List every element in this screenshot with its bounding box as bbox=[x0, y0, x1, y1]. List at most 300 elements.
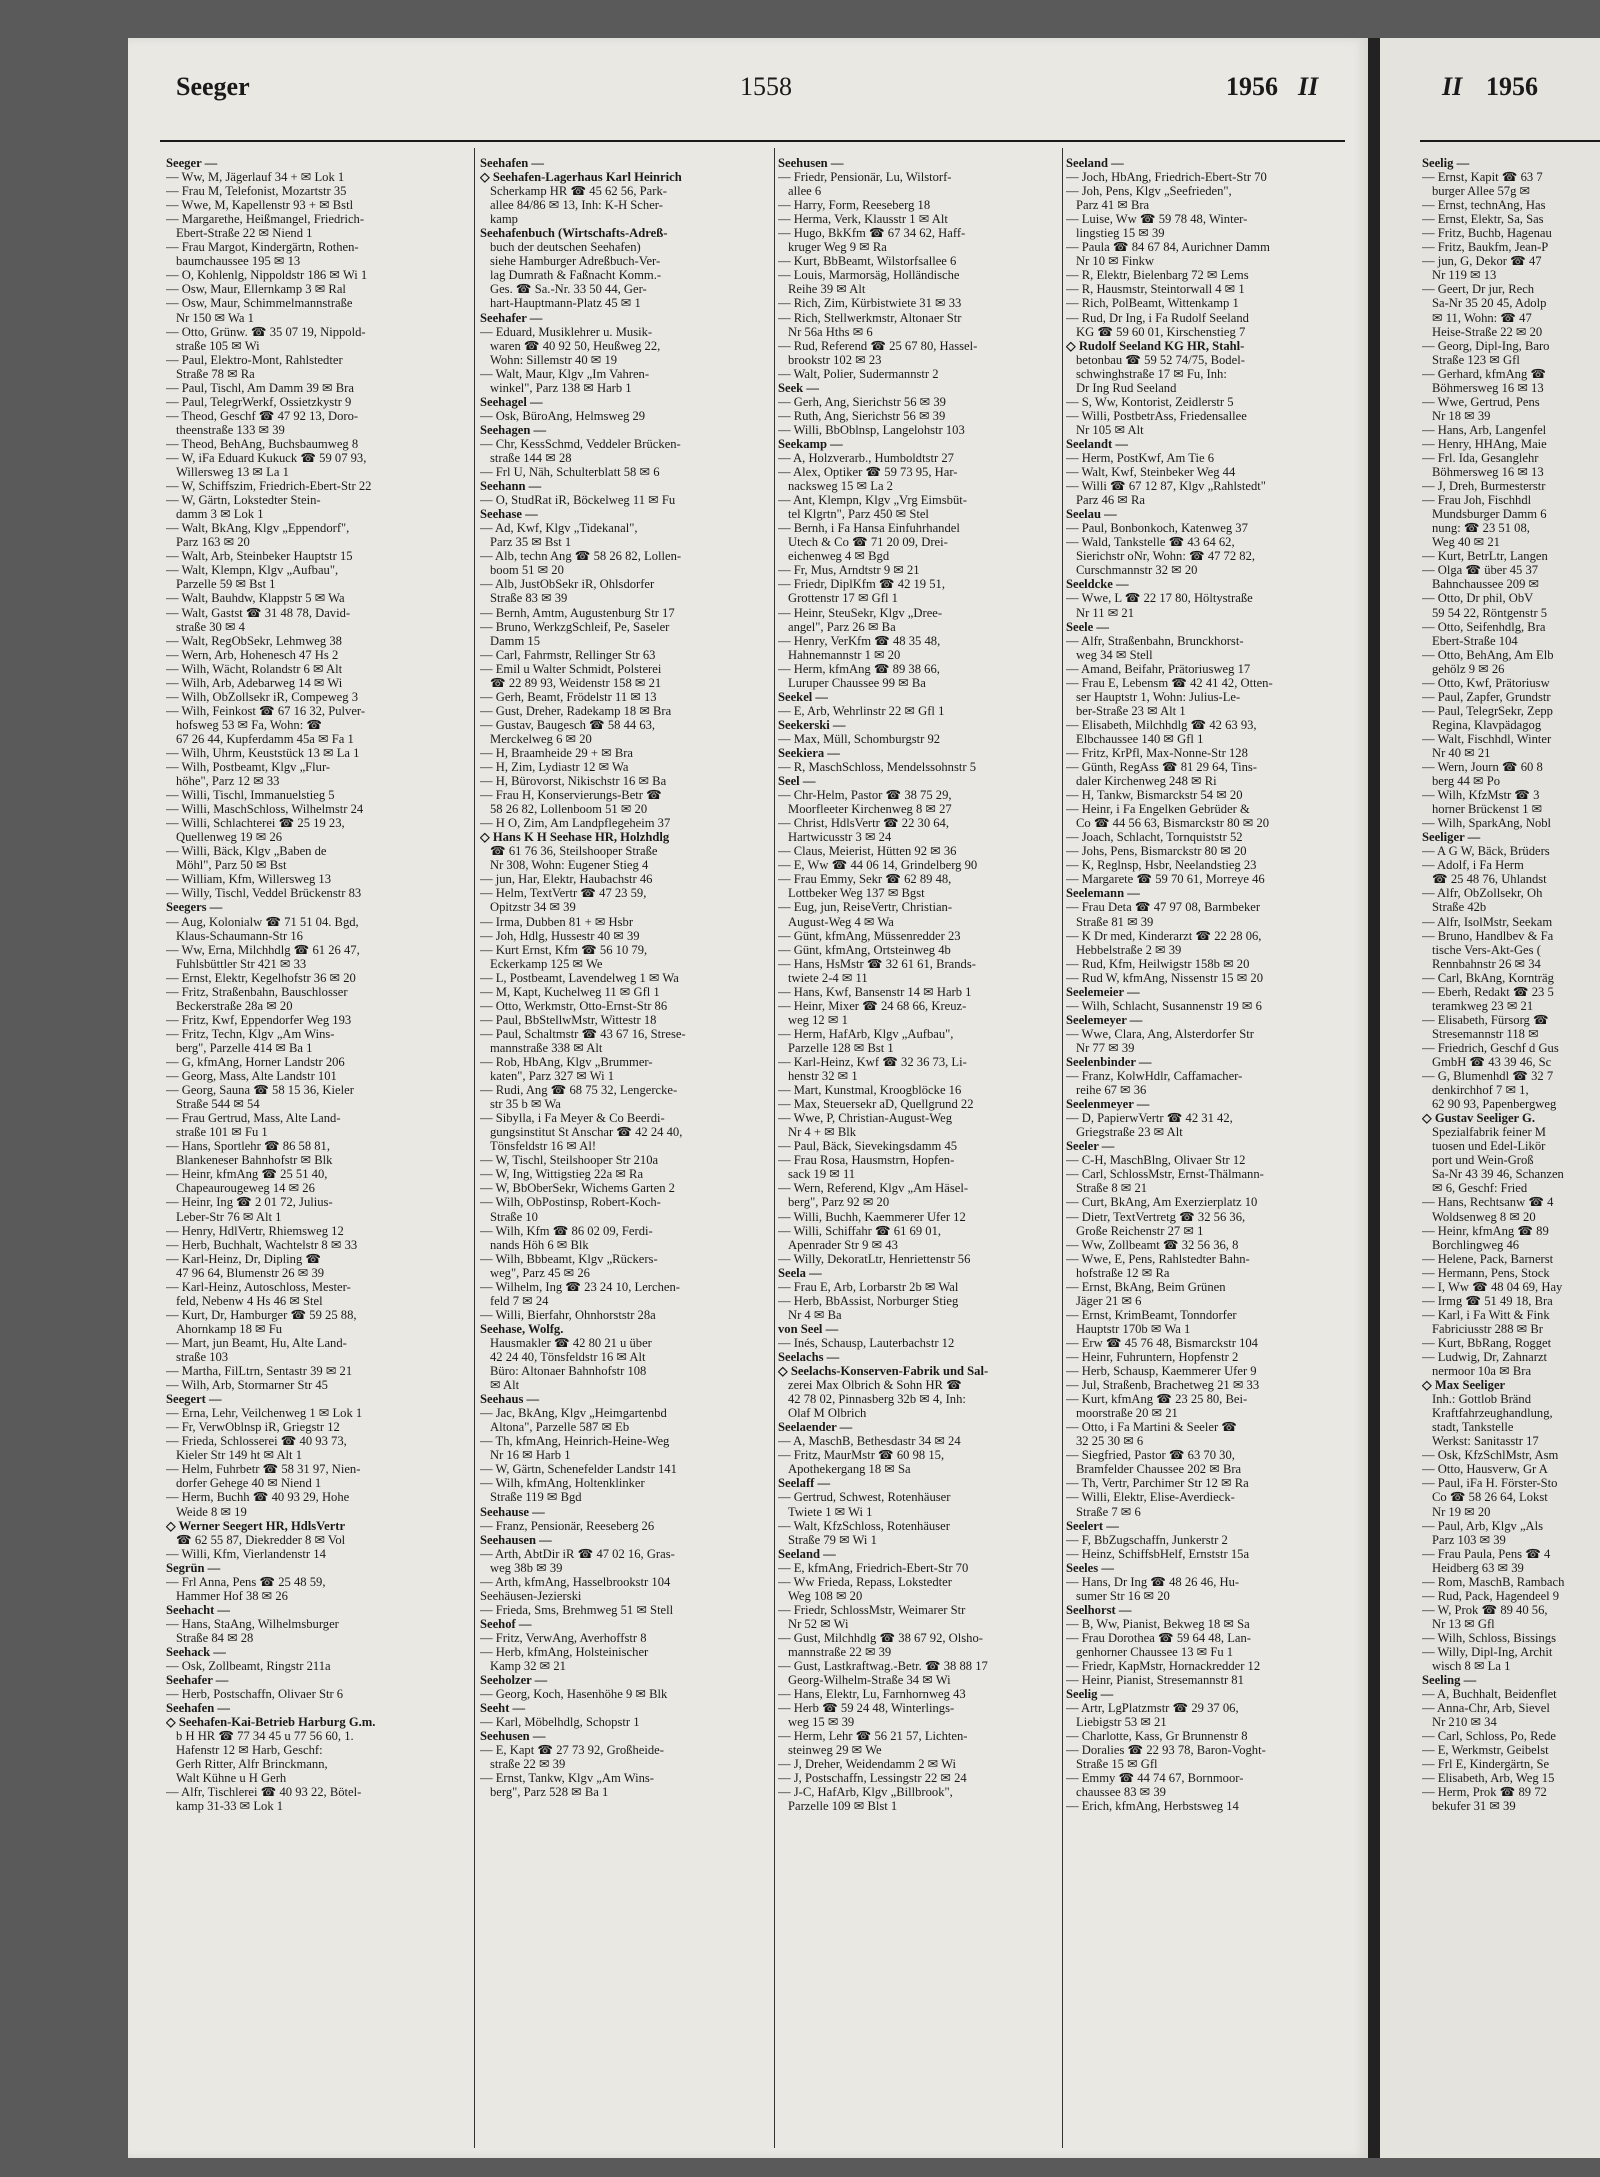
directory-entry-line: feld, Nebenw 4 Hs 46 ✉ Stel bbox=[176, 1293, 323, 1308]
directory-entry-line: Nr 56a Hths ✉ 6 bbox=[788, 324, 873, 339]
directory-entry-line: Altona", Parzelle 587 ✉ Eb bbox=[490, 1420, 630, 1435]
directory-entry-line: Borchlingweg 46 bbox=[1432, 1237, 1520, 1252]
directory-entry-line: ✉ 6, Geschf: Fried bbox=[1432, 1181, 1528, 1196]
directory-entry-line: — Ww, Zollbeamt ☎ 32 56 36, 8 bbox=[1066, 1237, 1239, 1252]
directory-entry-line: Straße 544 ✉ 54 bbox=[176, 1097, 260, 1112]
directory-entry-line: hofstraße 12 ✉ Ra bbox=[1076, 1265, 1170, 1280]
directory-entry-line: Kraftfahrzeughandlung, bbox=[1432, 1406, 1553, 1421]
directory-entry-line: — Paul, iFa H. Förster-Sto bbox=[1422, 1476, 1558, 1491]
directory-entry-line: — Gust, Dreher, Radekamp 18 ✉ Bra bbox=[480, 703, 672, 718]
directory-entry-line: — Frieda, Schlosserei ☎ 40 93 73, bbox=[166, 1434, 347, 1449]
directory-entry-line: 62 90 93, Papenbergweg bbox=[1432, 1097, 1557, 1112]
directory-entry-line: Klaus-Schaumann-Str 16 bbox=[176, 928, 303, 943]
directory-entry-line: — Helene, Pack, Barnerst bbox=[1422, 1251, 1554, 1266]
directory-entry-line: — Walt, BkAng, Klgv „Eppendorf", bbox=[166, 521, 350, 536]
directory-column-4 bbox=[1066, 156, 1346, 2146]
directory-entry-line: ◇ Seelachs-Konserven-Fabrik und Sal- bbox=[778, 1364, 989, 1379]
directory-entry-line: — Osk, BüroAng, Helmsweg 29 bbox=[480, 408, 646, 423]
directory-entry-line: — Rom, MaschB, Rambach bbox=[1422, 1574, 1565, 1589]
directory-entry-line: — Theod, Geschf ☎ 47 92 13, Doro- bbox=[166, 408, 359, 423]
directory-entry-line: — Otto, Seifenhdlg, Bra bbox=[1422, 619, 1546, 634]
directory-entry-line: waren ☎ 40 92 50, Heußweg 22, bbox=[490, 338, 661, 353]
directory-entry-line: — A G W, Bäck, Brüders bbox=[1422, 844, 1550, 859]
directory-entry-line: Seegert — bbox=[166, 1392, 222, 1407]
directory-entry-line: Seeland — bbox=[778, 1546, 836, 1561]
directory-entry-line: — L, Postbeamt, Lavendelweg 1 ✉ Wa bbox=[480, 970, 679, 985]
directory-entry-line: — Margarete ☎ 59 70 61, Morreye 46 bbox=[1066, 872, 1265, 887]
directory-entry-line: Hebbelstraße 2 ✉ 39 bbox=[1076, 942, 1182, 957]
directory-entry-line: — Otto, Werkmstr, Otto-Ernst-Str 86 bbox=[480, 998, 668, 1013]
directory-entry-line: — Louis, Marmorsäg, Holländische bbox=[778, 268, 960, 283]
directory-entry-line: — Frau Joh, Fischhdl bbox=[1422, 493, 1532, 508]
directory-entry-line: Eckerkamp 125 ✉ We bbox=[490, 956, 603, 971]
directory-entry-line: Rennbahnstr 26 ✉ 34 bbox=[1432, 956, 1541, 971]
directory-entry-line: — Herb, kfmAng, Holsteinischer bbox=[480, 1644, 649, 1659]
directory-entry-line: — Chr, KessSchmd, Veddeler Brücken- bbox=[480, 436, 681, 451]
directory-entry-line: — J, Postschaffn, Lessingstr 22 ✉ 24 bbox=[778, 1771, 967, 1786]
directory-entry-line: lag Dumrath & Faßnacht Komm.- bbox=[490, 268, 662, 283]
directory-entry-line: Seekerski — bbox=[778, 717, 846, 732]
directory-entry-line: GmbH ☎ 43 39 46, Sc bbox=[1432, 1055, 1552, 1069]
directory-entry-line: — Rud W, kfmAng, Nissenstr 15 ✉ 20 bbox=[1066, 970, 1264, 985]
directory-entry-line: — Th, Vertr, Parchimer Str 12 ✉ Ra bbox=[1066, 1476, 1249, 1491]
directory-entry-line: — K, Reglnsp, Hsbr, Neelandstieg 23 bbox=[1066, 858, 1257, 873]
directory-entry-line: — Olga ☎ über 45 37 bbox=[1422, 563, 1539, 578]
directory-entry-line: — Wwe, Clara, Ang, Alsterdorfer Str bbox=[1066, 1026, 1254, 1041]
directory-entry-line: stadt, Tankstelle bbox=[1432, 1420, 1514, 1435]
directory-entry-line: Nr 52 ✉ Wi bbox=[788, 1616, 849, 1631]
directory-entry-line: Spezialfabrik feiner M bbox=[1432, 1125, 1546, 1140]
directory-entry-line: — Elisabeth, Milchhdlg ☎ 42 63 93, bbox=[1066, 717, 1257, 732]
directory-entry-line: Seehacht — bbox=[166, 1602, 231, 1617]
directory-entry-line: — Kurt, BetrLtr, Langen bbox=[1422, 549, 1548, 564]
directory-entry-line: Seela — bbox=[778, 1265, 822, 1280]
directory-entry-line: straße 105 ✉ Wi bbox=[176, 338, 260, 353]
directory-entry-line: — Friedr, DiplKfm ☎ 42 19 51, bbox=[778, 577, 945, 592]
directory-entry-line: — Ludwig, Dr, Zahnarzt bbox=[1422, 1349, 1548, 1364]
directory-entry-line: — D, PapierwVertr ☎ 42 31 42, bbox=[1066, 1111, 1233, 1126]
directory-entry-line: Seelert — bbox=[1066, 1518, 1119, 1533]
directory-entry-line: ◇ Werner Seegert HR, HdlsVertr bbox=[166, 1518, 346, 1533]
directory-entry-line: — Carl, BkAng, Kornträg bbox=[1422, 970, 1554, 985]
directory-entry-line: Seehase, Wolfg. bbox=[480, 1321, 564, 1336]
directory-entry-line: boom 51 ✉ 20 bbox=[490, 563, 564, 578]
directory-entry-line: — Heinr, kfmAng ☎ 89 bbox=[1422, 1223, 1549, 1238]
directory-entry-line: — Willi, BbOblnsp, Langelohstr 103 bbox=[778, 422, 965, 437]
directory-entry-line: — E, Arb, Wehrlinstr 22 ✉ Gfl 1 bbox=[778, 703, 945, 718]
directory-entry-line: Seekiera — bbox=[778, 745, 840, 760]
directory-entry-line: theenstraße 133 ✉ 39 bbox=[176, 422, 285, 437]
directory-entry-line: — W, iFa Eduard Kukuck ☎ 59 07 93, bbox=[166, 450, 367, 465]
directory-entry-line: — Paul, Elektro-Mont, Rahlstedter bbox=[166, 352, 343, 367]
directory-entry-line: — Alb, techn Ang ☎ 58 26 82, Lollen- bbox=[480, 549, 682, 564]
directory-entry-line: — Walt, Kwf, Steinbeker Weg 44 bbox=[1066, 465, 1236, 480]
directory-entry-line: — Hans, Arb, Langenfel bbox=[1422, 422, 1547, 437]
directory-entry-line: — Otto, Grünw. ☎ 35 07 19, Nippold- bbox=[166, 324, 366, 339]
directory-entry-line: ◇ Hans K H Seehase HR, Holzhdlg bbox=[480, 830, 670, 845]
directory-entry-line: — Gerh, Ang, Sierichstr 56 ✉ 39 bbox=[778, 394, 946, 409]
directory-entry-line: Walt Kühne u H Gerh bbox=[176, 1771, 287, 1786]
directory-entry-line: Dr Ing Rud Seeland bbox=[1076, 380, 1177, 395]
directory-entry-line: — Henry, HdlVertr, Rhiemsweg 12 bbox=[166, 1223, 344, 1238]
directory-entry-line: — Gust, Milchhdlg ☎ 38 67 92, Olsho- bbox=[778, 1630, 983, 1645]
directory-entry-line: — H, Tankw, Bismarckstr 54 ✉ 20 bbox=[1066, 788, 1243, 803]
directory-entry-line: mannstraße 22 ✉ 39 bbox=[788, 1644, 892, 1659]
directory-entry-line: Seelandt — bbox=[1066, 436, 1128, 451]
directory-entry-line: — Alfr, ObZollsekr, Oh bbox=[1422, 886, 1543, 901]
directory-entry-line: — Georg, Sauna ☎ 58 15 36, Kieler bbox=[166, 1083, 354, 1098]
directory-entry-line: dorfer Gehege 40 ✉ Niend 1 bbox=[176, 1476, 322, 1491]
directory-entry-line: feld 7 ✉ 24 bbox=[490, 1293, 549, 1308]
directory-entry-line: Ges. ☎ Sa.-Nr. 33 50 44, Ger- bbox=[490, 282, 647, 297]
directory-entry-line: — Herb, Buchhalt, Wachtelstr 8 ✉ 33 bbox=[166, 1237, 358, 1252]
directory-entry-line: KG ☎ 59 60 01, Kirschenstieg 7 bbox=[1076, 324, 1246, 339]
directory-entry-line: Griegstraße 23 ✉ Alt bbox=[1076, 1125, 1183, 1140]
directory-entry-line: Böhmersweg 16 ✉ 13 bbox=[1432, 380, 1544, 395]
directory-entry-line: nung: ☎ 23 51 08, bbox=[1432, 521, 1530, 536]
directory-entry-line: str 35 b ✉ Wa bbox=[490, 1097, 561, 1112]
directory-entry-line: Seehagen — bbox=[480, 422, 547, 437]
directory-entry-line: Stresemannstr 118 ✉ bbox=[1432, 1026, 1539, 1041]
directory-entry-line: — Gust, Lastkraftwag.-Betr. ☎ 38 88 17 bbox=[778, 1659, 988, 1674]
directory-entry-line: Twiete 1 ✉ Wi 1 bbox=[788, 1504, 873, 1519]
directory-entry-line: Ebert-Straße 104 bbox=[1432, 633, 1518, 648]
directory-entry-line: — Wern, Journ ☎ 60 8 bbox=[1422, 760, 1543, 775]
directory-entry-line: Parzelle 109 ✉ Blst 1 bbox=[788, 1799, 898, 1814]
directory-entry-line: gungsinstitut St Anschar ☎ 42 24 40, bbox=[490, 1125, 683, 1140]
directory-entry-line: — Otto, Dr phil, ObV bbox=[1422, 591, 1534, 606]
directory-entry-line: — Willi, Schiffahr ☎ 61 69 01, bbox=[778, 1223, 942, 1238]
directory-entry-line: — Ant, Klempn, Klgv „Vrg Eimsbüt- bbox=[778, 493, 967, 508]
directory-entry-line: — Erich, kfmAng, Herbstsweg 14 bbox=[1066, 1799, 1239, 1814]
directory-entry-line: — Wern, Referend, Klgv „Am Häsel- bbox=[778, 1181, 969, 1196]
directory-entry-line: — Kurt, BbBeamt, Wilstorfsallee 6 bbox=[778, 254, 957, 269]
directory-entry-line: 58 26 82, Lollenboom 51 ✉ 20 bbox=[490, 802, 648, 817]
directory-entry-line: — Wilh, ObZollsekr iR, Compeweg 3 bbox=[166, 689, 358, 704]
directory-entry-line: — Irma, Dubben 81 + ✉ Hsbr bbox=[480, 914, 634, 929]
directory-entry-line: — Friedr, SchlossMstr, Weimarer Str bbox=[778, 1602, 966, 1617]
directory-entry-line: — Herm, Prok ☎ 89 72 bbox=[1422, 1785, 1547, 1800]
directory-entry-line: b H HR ☎ 77 34 45 u 77 56 60, 1. bbox=[176, 1729, 354, 1744]
directory-entry-line: — Joh, Hdlg, Hussestr 40 ✉ 39 bbox=[480, 928, 640, 943]
directory-entry-line: — William, Kfm, Willersweg 13 bbox=[166, 872, 332, 887]
directory-entry-line: — Frau Gertrud, Mass, Alte Land- bbox=[166, 1111, 341, 1126]
directory-entry-line: — Aug, Kolonialw ☎ 71 51 04. Bgd, bbox=[166, 914, 359, 929]
directory-entry-line: — Friedr, KapMstr, Hornackredder 12 bbox=[1066, 1659, 1261, 1674]
directory-entry-line: — Herm, Lehr ☎ 56 21 57, Lichten- bbox=[778, 1729, 968, 1744]
directory-entry-line: Nr 4 + ✉ Blk bbox=[788, 1125, 857, 1140]
directory-entry-line: — Heinr, Pianist, Stresemannstr 81 bbox=[1066, 1673, 1244, 1688]
directory-entry-line: Lottbeker Weg 137 ✉ Bgst bbox=[788, 886, 925, 901]
directory-entry-line: — Sibylla, i Fa Meyer & Co Beerdi- bbox=[480, 1111, 665, 1126]
directory-entry-line: Parz 41 ✉ Bra bbox=[1076, 198, 1150, 213]
directory-entry-line: — Frau E, Arb, Lorbarstr 2b ✉ Wal bbox=[778, 1279, 959, 1294]
directory-entry-line: Elbchaussee 140 ✉ Gfl 1 bbox=[1076, 731, 1204, 746]
directory-entry-line: — W, Gärtn, Schenefelder Landstr 141 bbox=[480, 1462, 677, 1477]
directory-entry-line: chaussee 83 ✉ 39 bbox=[1076, 1785, 1166, 1800]
directory-entry-line: — Charlotte, Kass, Gr Brunnenstr 8 bbox=[1066, 1729, 1248, 1744]
directory-entry-line: Heidberg 63 ✉ 39 bbox=[1432, 1560, 1524, 1575]
directory-entry-line: teramkweg 23 ✉ 21 bbox=[1432, 998, 1534, 1013]
directory-entry-line: — Wilh, Kfm ☎ 86 02 09, Ferdi- bbox=[480, 1223, 653, 1238]
directory-entry-line: Georg-Wilhelm-Straße 34 ✉ Wi bbox=[788, 1673, 951, 1688]
directory-entry-line: — Georg, Mass, Alte Landstr 101 bbox=[166, 1069, 337, 1084]
directory-entry-line: weg 12 ✉ 1 bbox=[788, 1012, 848, 1027]
directory-entry-line: straße 144 ✉ 28 bbox=[490, 450, 572, 465]
directory-entry-line: — B, Ww, Pianist, Bekweg 18 ✉ Sa bbox=[1066, 1616, 1250, 1631]
directory-entry-line: — Hans, Kwf, Bansenstr 14 ✉ Harb 1 bbox=[778, 984, 972, 999]
directory-entry-line: — Walt, KfzSchloss, Rotenhäuser bbox=[778, 1518, 950, 1533]
directory-entry-line: — Herm, kfmAng ☎ 89 38 66, bbox=[778, 661, 940, 676]
next-page-year: 1956 bbox=[1486, 72, 1538, 101]
directory-entry-line: — Georg, Dipl-Ing, Baro bbox=[1422, 338, 1550, 353]
directory-entry-line: — Fritz, Buchb, Hagenau bbox=[1422, 226, 1552, 241]
directory-entry-line: — Fritz, MaurMstr ☎ 60 98 15, bbox=[778, 1448, 945, 1463]
directory-entry-line: Seegers — bbox=[166, 900, 223, 915]
directory-entry-line: kamp bbox=[490, 212, 518, 227]
directory-entry-line: — Frau Deta ☎ 47 97 08, Barmbeker bbox=[1066, 900, 1261, 915]
directory-entry-line: — Joh, Pens, Klgv „Seefrieden", bbox=[1066, 184, 1232, 199]
directory-entry-line: Hartwicusstr 3 ✉ 24 bbox=[788, 830, 892, 845]
directory-entry-line: Seelig — bbox=[1422, 156, 1470, 170]
directory-entry-line: — Wilh, Postbeamt, Klgv „Flur- bbox=[166, 760, 331, 775]
directory-entry-line: Straße 15 ✉ Gfl bbox=[1076, 1757, 1158, 1772]
directory-entry-line: tuosen und Edel-Likör bbox=[1432, 1139, 1546, 1154]
directory-entry-line: weg 38b ✉ 39 bbox=[490, 1560, 563, 1575]
directory-entry-line: Fuhlsbüttler Str 421 ✉ 33 bbox=[176, 956, 307, 971]
directory-entry-line: daler Kirchenweg 248 ✉ Ri bbox=[1076, 774, 1217, 789]
directory-entry-line: straße 30 ✉ 4 bbox=[176, 619, 245, 634]
directory-entry-line: — Ernst, BkAng, Beim Grünen bbox=[1066, 1279, 1226, 1294]
directory-entry-line: bekufer 31 ✉ 39 bbox=[1432, 1799, 1516, 1814]
directory-entry-line: Kieler Str 149 ht ✉ Alt 1 bbox=[176, 1448, 302, 1463]
directory-entry-line: — Ernst, Elektr, Sa, Sas bbox=[1422, 212, 1544, 227]
directory-entry-line: Hauptstr 170b ✉ Wa 1 bbox=[1076, 1321, 1191, 1336]
directory-entry-line: — Eberh, Redakt ☎ 23 5 bbox=[1422, 984, 1554, 999]
directory-entry-line: berg", Parz 528 ✉ Ba 1 bbox=[490, 1785, 609, 1800]
directory-entry-line: — Frl U, Näh, Schulterblatt 58 ✉ 6 bbox=[480, 465, 660, 480]
directory-entry-line: — Herb, Schausp, Kaemmerer Ufer 9 bbox=[1066, 1364, 1257, 1379]
directory-entry-line: — Herm, PostKwf, Am Tie 6 bbox=[1066, 450, 1214, 465]
directory-entry-line: — Ad, Kwf, Klgv „Tidekanal", bbox=[480, 521, 638, 536]
directory-entry-line: Segrün — bbox=[166, 1560, 221, 1575]
directory-column-3 bbox=[778, 156, 1058, 2146]
directory-entry-line: — Wilh, Arb, Adebarweg 14 ✉ Wi bbox=[166, 675, 343, 690]
directory-entry-line: — Ernst, Kapit ☎ 63 7 bbox=[1422, 170, 1543, 185]
directory-entry-line: — H O, Zim, Am Landpflegeheim 37 bbox=[480, 816, 671, 831]
directory-entry-line: — Paul, Bäck, Sievekingsdamm 45 bbox=[778, 1139, 958, 1154]
directory-entry-line: Ahornkamp 18 ✉ Fu bbox=[176, 1321, 283, 1336]
directory-entry-line: ber-Straße 23 ✉ Alt 1 bbox=[1076, 703, 1186, 718]
directory-entry-line: Seelenbinder — bbox=[1066, 1055, 1152, 1069]
directory-entry-line: — O, StudRat iR, Böckelweg 11 ✉ Fu bbox=[480, 493, 676, 508]
directory-entry-line: — Willi, Elektr, Elise-Averdieck- bbox=[1066, 1490, 1235, 1505]
directory-entry-line: — Hans, Dr Ing ☎ 48 26 46, Hu- bbox=[1066, 1574, 1240, 1589]
directory-entry-line: — Luise, Ww ☎ 59 78 48, Winter- bbox=[1066, 212, 1248, 227]
directory-entry-line: — Margarethe, Heißmangel, Friedrich- bbox=[166, 212, 365, 227]
directory-entry-line: angel", Parz 26 ✉ Ba bbox=[788, 619, 896, 634]
directory-entry-line: — Walt, Bauhdw, Klappstr 5 ✉ Wa bbox=[166, 591, 345, 606]
directory-entry-line: — Wilh, Uhrm, Keuststück 13 ✉ La 1 bbox=[166, 745, 360, 760]
directory-entry-line: — K Dr med, Kinderarzt ☎ 22 28 06, bbox=[1066, 928, 1262, 943]
directory-entry-line: — Otto, Hausverw, Gr A bbox=[1422, 1462, 1548, 1477]
directory-entry-line: — G, Blumenhdl ☎ 32 7 bbox=[1422, 1069, 1554, 1084]
directory-entry-line: — Wilh, Schloss, Bissings bbox=[1422, 1630, 1556, 1645]
directory-entry-line: Seehafer — bbox=[166, 1673, 229, 1688]
directory-column-1 bbox=[166, 156, 470, 2146]
directory-entry-line: — Fritz, Baukfm, Jean-P bbox=[1422, 240, 1549, 255]
directory-entry-line: — Wilh, kfmAng, Holtenklinker bbox=[480, 1476, 645, 1491]
directory-entry-line: — Paul, Schaltmstr ☎ 43 67 16, Strese- bbox=[480, 1026, 686, 1041]
directory-entry-line: Weg 108 ✉ 20 bbox=[788, 1588, 863, 1603]
directory-entry-line: Nr 77 ✉ 39 bbox=[1076, 1040, 1135, 1055]
directory-entry-line: — Otto, Kwf, Prätoriusw bbox=[1422, 675, 1550, 690]
directory-entry-line: Seehusen — bbox=[778, 156, 844, 170]
directory-entry-line: — W, Ing, Wittigstieg 22a ✉ Ra bbox=[480, 1167, 644, 1182]
directory-entry-line: — Willi, Bäck, Klgv „Baben de bbox=[166, 844, 327, 859]
directory-entry-line: — Curt, BkAng, Am Exerzierplatz 10 bbox=[1066, 1195, 1258, 1210]
directory-entry-line: — A, Buchhalt, Beidenflet bbox=[1422, 1687, 1557, 1702]
directory-entry-line: Parz 103 ✉ 39 bbox=[1432, 1532, 1506, 1547]
directory-entry-line: — jun, Har, Elektr, Haubachstr 46 bbox=[480, 872, 653, 887]
directory-entry-line: — Ernst, Elektr, Kegelhofstr 36 ✉ 20 bbox=[166, 970, 356, 985]
directory-entry-line: Straße 42b bbox=[1432, 900, 1487, 915]
directory-entry-line: — Herma, Verk, Klausstr 1 ✉ Alt bbox=[778, 212, 948, 227]
directory-entry-line: — Artr, LgPlatzmstr ☎ 29 37 06, bbox=[1066, 1701, 1239, 1716]
directory-entry-line: Seehack — bbox=[166, 1644, 226, 1659]
directory-entry-line: — E, Ww ☎ 44 06 14, Grindelberg 90 bbox=[778, 858, 978, 873]
directory-entry-line: Weg 40 ✉ 21 bbox=[1432, 535, 1500, 550]
directory-entry-line: — Friedrich, Geschf d Gus bbox=[1422, 1040, 1559, 1055]
directory-entry-line: — Osw, Maur, Schimmelmannstraße bbox=[166, 296, 353, 311]
directory-entry-line: — Frau M, Telefonist, Mozartstr 35 bbox=[166, 184, 347, 199]
directory-entry-line: berg", Parz 92 ✉ 20 bbox=[788, 1195, 890, 1210]
directory-entry-line: Möhl", Parz 50 ✉ Bst bbox=[176, 858, 287, 873]
directory-entry-line: — Heinz, SchiffsbHelf, Ernststr 15a bbox=[1066, 1546, 1250, 1561]
directory-entry-line: Woldsenweg 8 ✉ 20 bbox=[1432, 1209, 1536, 1224]
directory-entry-line: hofsweg 53 ✉ Fa, Wohn: ☎ bbox=[176, 717, 323, 732]
directory-entry-line: — Hans, Sportlehr ☎ 86 58 81, bbox=[166, 1139, 331, 1154]
directory-entry-line: 59 54 22, Röntgenstr 5 bbox=[1432, 605, 1548, 620]
directory-entry-line: — Walt, Polier, Sudermannstr 2 bbox=[778, 366, 939, 381]
directory-entry-line: buch der deutschen Seehafen) bbox=[490, 240, 641, 255]
directory-entry-line: Seelemeier — bbox=[1066, 984, 1140, 999]
directory-entry-line: Seehusen — bbox=[480, 1729, 546, 1744]
directory-entry-line: — Hans, HsMstr ☎ 32 61 61, Brands- bbox=[778, 956, 976, 971]
directory-entry-line: — Alfr, IsolMstr, Seekam bbox=[1422, 914, 1553, 929]
directory-entry-line: ☎ 61 76 36, Steilshooper Straße bbox=[490, 844, 658, 859]
directory-entry-line: — Frieda, Sms, Brehmweg 51 ✉ Stell bbox=[480, 1602, 674, 1617]
directory-entry-line: — Adolf, i Fa Herm bbox=[1422, 858, 1524, 873]
directory-entry-line: — Eug, jun, ReiseVertr, Christian- bbox=[778, 900, 953, 915]
directory-entry-line: Straße 79 ✉ Wi 1 bbox=[788, 1532, 877, 1547]
directory-entry-line: Nr 210 ✉ 34 bbox=[1432, 1715, 1497, 1730]
directory-entry-line: Apenrader Str 9 ✉ 43 bbox=[788, 1237, 898, 1252]
directory-entry-line: Seeland — bbox=[1066, 156, 1124, 170]
directory-entry-line: Hammer Hof 38 ✉ 26 bbox=[176, 1588, 288, 1603]
running-head-volume: II bbox=[1298, 72, 1319, 101]
directory-entry-line: — Elisabeth, Fürsorg ☎ bbox=[1422, 1012, 1549, 1027]
directory-entry-line: zerei Max Olbrich & Sohn HR ☎ bbox=[788, 1378, 962, 1393]
directory-entry-line: — Geert, Dr jur, Rech bbox=[1422, 282, 1535, 297]
directory-entry-line: — Ernst, Tankw, Klgv „Am Wins- bbox=[480, 1771, 654, 1786]
directory-entry-line: Reihe 39 ✉ Alt bbox=[788, 282, 866, 297]
directory-entry-line: Seeling — bbox=[1422, 1673, 1477, 1688]
directory-entry-line: — Wilh, Bbbeamt, Klgv „Rückers- bbox=[480, 1251, 658, 1266]
directory-entry-line: — Alb, JustObSekr iR, Ohlsdorfer bbox=[480, 577, 655, 592]
directory-entry-line: Bahnchaussee 209 ✉ bbox=[1432, 577, 1540, 592]
directory-entry-line: reihe 67 ✉ 36 bbox=[1076, 1083, 1147, 1098]
directory-entry-line: Seeliger — bbox=[1422, 830, 1481, 845]
directory-entry-line: Seeler — bbox=[1066, 1139, 1115, 1154]
directory-entry-line: ✉ 11, Wohn: ☎ 47 bbox=[1432, 310, 1532, 325]
directory-entry-line: 67 26 44, Kupferdamm 45a ✉ Fa 1 bbox=[176, 731, 354, 746]
directory-entry-line: ☎ 62 55 87, Diekredder 8 ✉ Vol bbox=[176, 1532, 346, 1547]
directory-entry-line: — Hermann, Pens, Stock bbox=[1422, 1265, 1550, 1280]
directory-entry-line: — Frau H, Konservierungs-Betr ☎ bbox=[480, 788, 662, 803]
directory-entry-line: gehölz 9 ✉ 26 bbox=[1432, 661, 1505, 676]
directory-entry-line: — Willi ☎ 67 12 87, Klgv „Rahlstedt" bbox=[1066, 479, 1266, 494]
directory-entry-line: — Emil u Walter Schmidt, Polsterei bbox=[480, 661, 662, 676]
directory-entry-line: winkel", Parz 138 ✉ Harb 1 bbox=[490, 380, 632, 395]
directory-entry-line: Straße 123 ✉ Gfl bbox=[1432, 352, 1520, 367]
directory-entry-line: — Doralies ☎ 22 93 78, Baron-Voght- bbox=[1066, 1743, 1266, 1758]
directory-entry-line: Willersweg 13 ✉ La 1 bbox=[176, 465, 289, 480]
directory-entry-line: Nr 119 ✉ 13 bbox=[1432, 268, 1497, 283]
directory-entry-line: — Heinr, Fuhruntern, Hopfenstr 2 bbox=[1066, 1349, 1239, 1364]
directory-entry-line: — J-C, HafArb, Klgv „Billbrook", bbox=[778, 1785, 953, 1800]
directory-entry-line: — Paul, Arb, Klgv „Als bbox=[1422, 1518, 1544, 1533]
directory-entry-line: Nr 10 ✉ Finkw bbox=[1076, 254, 1155, 269]
directory-entry-line: — Ww, M, Jägerlauf 34 + ✉ Lok 1 bbox=[166, 170, 345, 185]
directory-entry-line: — R, Hausmstr, Steintorwall 4 ✉ 1 bbox=[1066, 282, 1245, 297]
directory-entry-line: — Frl E, Kindergärtn, Se bbox=[1422, 1757, 1550, 1772]
directory-entry-line: Co ☎ 44 56 63, Bismarckstr 80 ✉ 20 bbox=[1076, 816, 1270, 831]
directory-entry-line: — Karl, i Fa Witt & Fink bbox=[1422, 1307, 1550, 1322]
directory-entry-line: Luruper Chaussee 99 ✉ Ba bbox=[788, 675, 926, 690]
directory-entry-line: — Rich, Zim, Kürbistwiete 31 ✉ 33 bbox=[778, 296, 962, 311]
directory-entry-line: straße 22 ✉ 39 bbox=[490, 1757, 566, 1772]
directory-entry-line: Scherkamp HR ☎ 45 62 56, Park- bbox=[490, 184, 667, 199]
directory-entry-line: katen", Parz 327 ✉ Wi 1 bbox=[490, 1069, 615, 1084]
directory-entry-line: — Bernh, Amtm, Augustenburg Str 17 bbox=[480, 605, 675, 620]
directory-entry-line: — Mart, jun Beamt, Hu, Alte Land- bbox=[166, 1335, 347, 1350]
directory-entry-line: — Kurt Ernst, Kfm ☎ 56 10 79, bbox=[480, 942, 648, 957]
directory-entry-line: — Amand, Beifahr, Prätoriusweg 17 bbox=[1066, 661, 1251, 676]
directory-entry-line: Hafenstr 12 ✉ Harb, Geschf: bbox=[176, 1743, 323, 1758]
directory-entry-line: Seehann — bbox=[480, 479, 542, 494]
directory-entry-line: — Wilhelm, Ing ☎ 23 24 10, Lerchen- bbox=[480, 1279, 680, 1294]
directory-entry-line: Quellenweg 19 ✉ 26 bbox=[176, 830, 283, 845]
directory-entry-line: nands Höh 6 ✉ Blk bbox=[490, 1237, 589, 1252]
directory-entry-line: — Willy, DekoratLtr, Henriettenstr 56 bbox=[778, 1251, 971, 1266]
directory-entry-line: — Rich, Stellwerkmstr, Altonaer Str bbox=[778, 310, 962, 325]
directory-entry-line: — Emmy ☎ 44 74 67, Bornmoor- bbox=[1066, 1771, 1244, 1786]
directory-entry-line: — Hans, StaAng, Wilhelmsburger bbox=[166, 1616, 339, 1631]
directory-entry-line: Große Reichenstr 27 ✉ 1 bbox=[1076, 1223, 1204, 1238]
directory-entry-line: genhorner Chaussee 13 ✉ Fu 1 bbox=[1076, 1644, 1234, 1659]
directory-entry-line: — Fritz, KrPfl, Max-Nonne-Str 128 bbox=[1066, 745, 1248, 760]
column-rule bbox=[1062, 148, 1063, 2148]
directory-entry-line: — Karl-Heinz, Kwf ☎ 32 36 73, Li- bbox=[778, 1055, 967, 1069]
directory-entry-line: — Jac, BkAng, Klgv „Heimgartenbd bbox=[480, 1406, 667, 1421]
directory-entry-line: — R, Elektr, Bielenbarg 72 ✉ Lems bbox=[1066, 268, 1249, 283]
page-gutter bbox=[1368, 38, 1380, 2158]
directory-entry-line: Hahnemannstr 1 ✉ 20 bbox=[788, 647, 901, 662]
directory-entry-line: — Wilh, SparkAng, Nobl bbox=[1422, 816, 1552, 831]
directory-entry-line: ◇ Max Seeliger bbox=[1422, 1378, 1506, 1393]
directory-entry-line: straße 103 bbox=[176, 1349, 229, 1364]
